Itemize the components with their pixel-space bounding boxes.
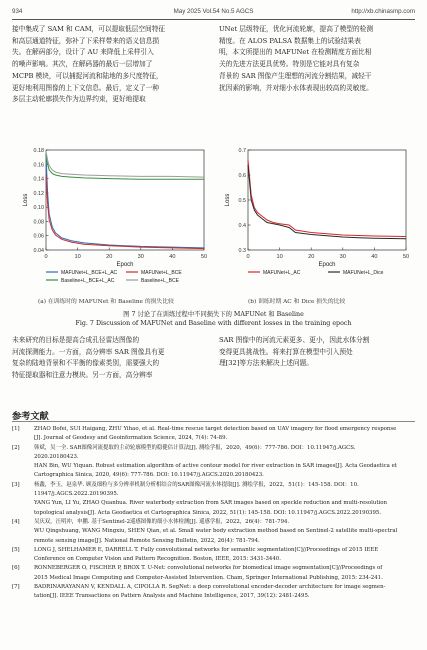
y-tick-label: 0.12 bbox=[33, 190, 44, 197]
loss-chart-b-svg bbox=[222, 146, 412, 294]
y-tick-label: 0.7 bbox=[238, 148, 246, 154]
reference-number: [5] bbox=[12, 546, 20, 553]
legend-label: Baseline+L_BCE bbox=[141, 278, 179, 284]
reference-line: WU Qingshuang, WANG Mingxiu, SHEN Qian, et al. Small water body extraction method based on Sentinel-2 satellite multi-spectral bbox=[34, 528, 398, 535]
text-line: 多层主动轮廓损失作为边界约束，更好地提取 bbox=[12, 95, 146, 104]
text-line: 接中集成了 SAM 和 CAM，可以提取低层空间特征 bbox=[12, 25, 166, 33]
reference-line: Cartographica Sinica, 2020, 49(6): 777-786. DOI: 10.11947/j.AGCS.2020.20180423. bbox=[34, 472, 264, 479]
reference-item bbox=[12, 481, 415, 518]
text-line: UNet 层级特征，优化河流轮廓，提高了模型的检测 bbox=[219, 25, 374, 33]
y-tick-label: 0.16 bbox=[33, 162, 44, 169]
reference-line: tation[J]. IEEE Transactions on Pattern Analysis and Machine Intelligence, 2017, 39(12): 2481-2495. bbox=[34, 593, 310, 600]
y-tick-label: 0.3 bbox=[238, 248, 246, 254]
x-tick-label: 50 bbox=[200, 254, 208, 260]
legend-label: MAFUNet+L_Dice bbox=[343, 270, 384, 276]
body-text-mid-right bbox=[219, 335, 415, 370]
x-tick-label: 0 bbox=[246, 254, 250, 260]
y-tick-label: 0.5 bbox=[238, 198, 246, 204]
legend-label: MAFUNet+L_BCE bbox=[141, 270, 182, 276]
reference-item bbox=[12, 583, 415, 602]
y-axis-label: Loss bbox=[225, 193, 231, 207]
text-line: 未来研究的目标是提高合成孔径雷达图像的 bbox=[12, 336, 140, 344]
y-tick-label: 0.14 bbox=[33, 176, 44, 183]
journal-url: http://xb.chinasmp.com bbox=[351, 8, 415, 15]
reference-line: HAN Bin, WU Yiquan. Robust estimation algorithm of active contour model for river extraction in SAR images[J]. Acta Geodaetica et bbox=[34, 463, 397, 470]
reference-item bbox=[12, 546, 415, 565]
reference-number: [1] bbox=[12, 426, 20, 432]
y-tick-label: 0.10 bbox=[33, 205, 44, 212]
reference-item bbox=[12, 444, 415, 481]
body-text-top-right bbox=[219, 24, 415, 94]
reference-number: [2] bbox=[12, 444, 20, 451]
references-rule bbox=[12, 421, 415, 422]
page-number: 934 bbox=[12, 8, 23, 15]
reference-line: BADRINARAYANAN V, KENDALL A, CIPOLLA R. SegNet: a deep convolutional encoder-decoder architecture for image segmen- bbox=[34, 584, 386, 591]
reference-item bbox=[12, 518, 415, 546]
reference-line: YANG Yun, LI Yu, ZHAO Quanhua. River waterbody extraction from SAR images based on speckle reduction and multi-resolution bbox=[34, 500, 387, 507]
text-line: 更好地利用图像的上下文信息。最后，定义了一种 bbox=[12, 83, 160, 92]
text-line: 精度。在 ALOS PALSA 数据集上的试验结果表 bbox=[219, 36, 361, 45]
legend-label: MAFUNet+L_BCE+L_AC bbox=[61, 270, 118, 276]
plot-frame bbox=[46, 150, 204, 250]
reference-line: 韩斌，吴一全. SAR图像河流提取的主动轮廓模型的稳健估计算法[J]. 测绘学报，2020，49(6)：777-786. DOI：10.11947/j.AGCS. bbox=[34, 444, 356, 451]
y-tick-label: 0.06 bbox=[33, 233, 44, 240]
text-line: 明，本文所提出的 MAFUNet 在检测精度方面比相 bbox=[219, 48, 372, 57]
x-tick-label: 30 bbox=[137, 254, 144, 260]
loss-chart-b bbox=[222, 146, 412, 294]
reference-line: 杨鑫，李玉，赵泉华. 顾及细粒与多分辨率机制分析相结合的SAR图像河流水体提取[J]. 测绘学报，2022，51(1)：145-158. DOI：10. bbox=[34, 481, 359, 488]
subfigure-caption-a: (a) 在训练时的 MAFUNet 和 Baseline 的损失比较 bbox=[38, 299, 174, 305]
x-tick-label: 40 bbox=[169, 254, 176, 260]
reference-item bbox=[12, 564, 415, 583]
x-tick-label: 20 bbox=[106, 254, 113, 260]
text-line: 的噪声影响。其次，在解码器的最后一层增加了 bbox=[12, 60, 153, 69]
reference-line: 2020.20180423. bbox=[34, 453, 79, 460]
x-tick-label: 30 bbox=[339, 254, 346, 260]
journal-info: May 2025 Vol.54 No.5 AGCS bbox=[173, 8, 254, 15]
text-line: 复杂的陆地背景和不平衡的像素类别，需要强大的 bbox=[12, 359, 160, 368]
text-line: 变得更具挑战性。将来打算在模型中引入预处 bbox=[219, 347, 353, 356]
reference-line: RONNEBERGER O, FISCHER P, BROX T. U-Net: convolutional networks for biomedical image segmentation[C]//Proceedings of bbox=[34, 565, 383, 572]
text-line: 关的先进方法更具优势。特别是它能对具有复杂 bbox=[219, 60, 360, 69]
x-tick-label: 10 bbox=[276, 254, 283, 260]
reference-line: topological analysis[J]. Acta Geodaetica et Cartographica Sinica, 2022, 51(1): 145-158. DOI: 10.11947/j.AGCS.2022.20190395. bbox=[34, 509, 382, 516]
x-tick-label: 20 bbox=[308, 254, 315, 260]
reference-line: [J]. Journal of Geodesy and Geoinformation Science, 2024, 7(4): 74-89. bbox=[34, 435, 228, 442]
body-text-top-left bbox=[12, 24, 208, 106]
body-text-mid-left bbox=[12, 335, 208, 382]
y-tick-label: 0.18 bbox=[33, 148, 44, 154]
figure-caption-en: Fig. 7 Discussion of MAFUNet and Baseline with different losses in the training epoch bbox=[75, 320, 352, 327]
reference-line: 11947/j.AGCS.2022.20190395. bbox=[34, 491, 119, 498]
y-tick-label: 0.08 bbox=[33, 219, 44, 226]
loss-chart-a bbox=[20, 146, 210, 294]
reference-number: [3] bbox=[12, 481, 20, 488]
reference-number: [4] bbox=[12, 518, 20, 525]
reference-line: 吴庆双，汪明冲，申鹏. 基于Sentinel-2遥感图像的细小水体检测[J]. 遥感学报，2022，26(4)：781-794. bbox=[34, 518, 290, 525]
legend-label: Baseline+L_BCE+L_AC bbox=[61, 278, 115, 284]
text-line: SAR 图像中的河流元素更多、更小，因此水体分割 bbox=[219, 336, 370, 344]
reference-line: Conference on Computer Vision and Pattern Recognition. Boston, IEEE, 2015: 3431-3440. bbox=[34, 556, 281, 563]
reference-item bbox=[12, 425, 415, 444]
figure-caption-cn: 图 7 讨论了在训练过程中不同损失下的 MAFUNet 和 Baseline bbox=[123, 311, 304, 318]
x-axis-label: Epoch bbox=[318, 262, 336, 268]
text-line: 特征提取器和注意力模块。另一方面，高分辨率 bbox=[12, 371, 153, 380]
text-line: 理[32]等方法来解决上述问题。 bbox=[219, 359, 313, 368]
reference-line: LONG J, SHELHAMER E, DARRELL T. Fully convolutional networks for semantic segmentation[C]//Proceedings of 2015 IEEE bbox=[34, 546, 379, 553]
text-line: 扰因素的影响，并对细小水体表现出较高的灵敏度。 bbox=[219, 83, 373, 92]
y-tick-label: 0.04 bbox=[33, 248, 44, 254]
reference-list bbox=[12, 425, 415, 602]
text-line: 背景的 SAR 图像产生理想的河流分割结果，减轻干 bbox=[219, 71, 372, 80]
text-line: 和高层通道特征，弥补了下采样带来的语义信息损 bbox=[12, 36, 160, 45]
x-tick-label: 50 bbox=[402, 254, 410, 260]
reference-number: [6] bbox=[12, 565, 20, 572]
references-heading: 参考文献 bbox=[12, 411, 49, 421]
text-line: MCPB 模块，可以捕捉河流和陆地的多尺度特征， bbox=[12, 71, 163, 80]
loss-chart-a-svg bbox=[20, 146, 210, 294]
y-axis-label: Loss bbox=[23, 193, 29, 207]
header-rule bbox=[12, 19, 415, 20]
reference-line: remote sensing image[J]. National Remote Sensing Bulletin, 2022, 26(4): 781-794. bbox=[34, 537, 260, 544]
running-header bbox=[12, 8, 415, 18]
text-line: 失。在解码部分，设计了 AU 来降低上采样引入 bbox=[12, 48, 154, 57]
text-line: 河流探测能力。一方面，高分辨率 SAR 图像具有更 bbox=[12, 347, 165, 356]
x-axis-label: Epoch bbox=[116, 262, 134, 268]
x-tick-label: 40 bbox=[371, 254, 378, 260]
plot-frame bbox=[248, 150, 406, 250]
reference-line: 2015 Medical Image Computing and Computer-Assisted Intervention. Cham, Springer International Publishing, 2015: 234-241. bbox=[34, 574, 383, 581]
y-tick-label: 0.4 bbox=[238, 223, 246, 229]
x-tick-label: 10 bbox=[74, 254, 81, 260]
legend-label: MAFUNet+L_AC bbox=[263, 270, 301, 276]
y-tick-label: 0.6 bbox=[238, 173, 246, 179]
subfigure-caption-b: (b) 训练时期 AC 和 Dice 损失的比较 bbox=[248, 299, 346, 305]
x-tick-label: 0 bbox=[44, 254, 48, 260]
reference-line: ZHAO Bofei, SUI Haigang, ZHU Yihao, et al. Real-time rescue target detection based on UAV imagery for flood emergency response bbox=[34, 426, 397, 432]
reference-number: [7] bbox=[12, 584, 20, 591]
